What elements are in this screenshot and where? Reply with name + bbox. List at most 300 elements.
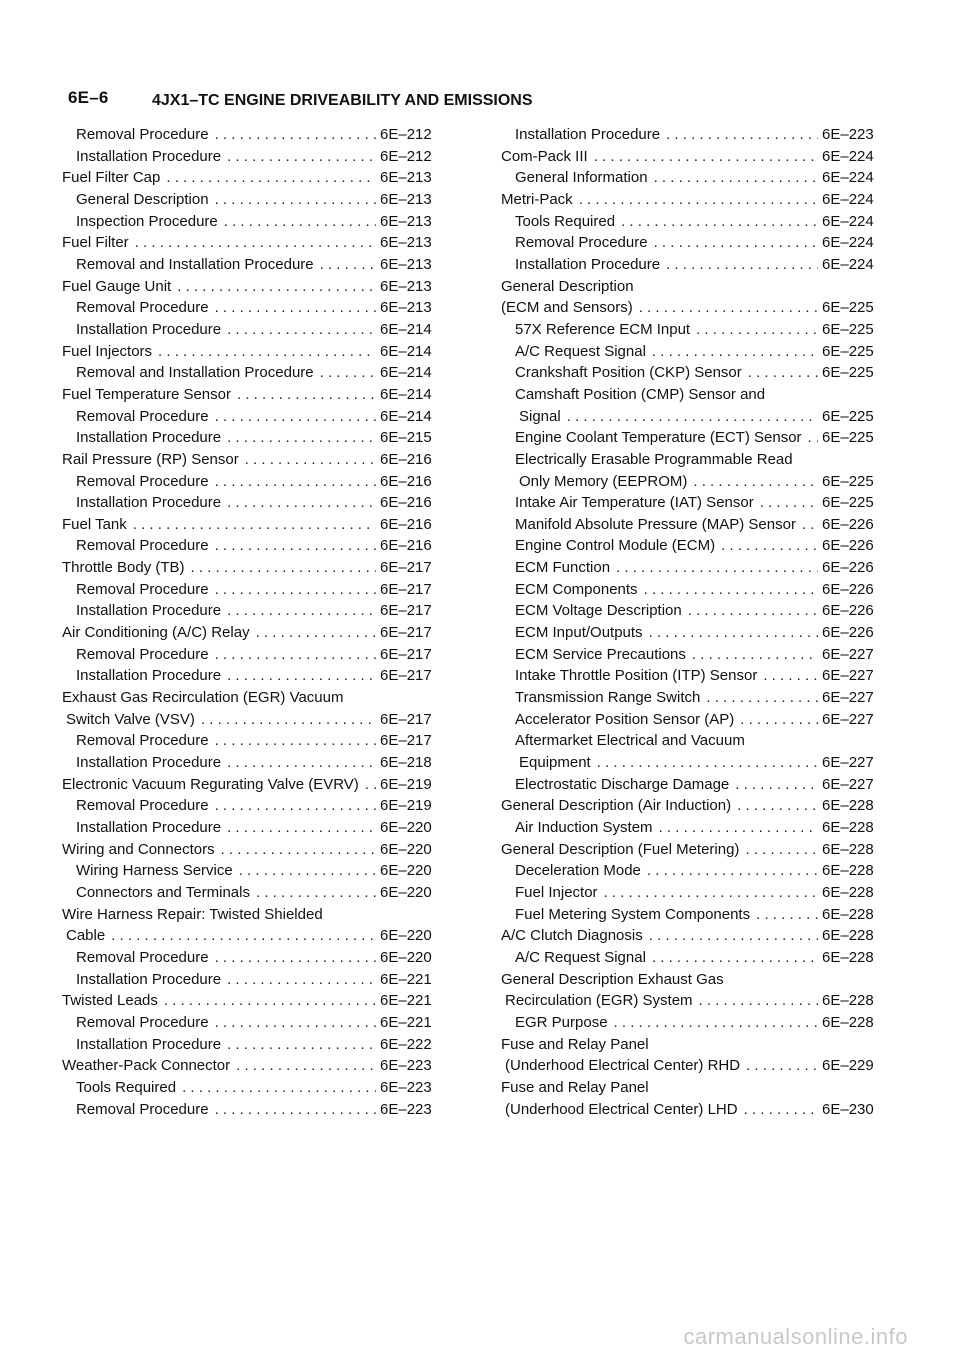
dot-leader — [699, 990, 818, 1012]
toc-entry-page: 6E–212 — [380, 126, 432, 143]
toc-entry[interactable] — [62, 211, 457, 233]
toc-entry-page: 6E–225 — [822, 299, 874, 317]
toc-entry-page: 6E–217 — [380, 667, 432, 685]
toc-entry[interactable] — [62, 297, 457, 319]
dot-leader — [616, 557, 818, 579]
toc-entry-page: 6E–225 — [822, 472, 874, 490]
toc-entry[interactable] — [501, 189, 899, 211]
toc-entry-page: 6E–228 — [822, 862, 874, 880]
dot-leader — [215, 1099, 376, 1121]
toc-entry[interactable] — [62, 600, 457, 622]
toc-entry[interactable] — [62, 882, 457, 904]
toc-entry[interactable] — [501, 644, 899, 666]
dot-leader — [666, 124, 818, 146]
toc-entry[interactable] — [501, 969, 899, 1012]
toc-entry[interactable] — [501, 514, 899, 536]
toc-entry[interactable] — [501, 427, 899, 449]
toc-entry-page: 6E–225 — [822, 342, 874, 360]
toc-entry-page: 6E–224 — [822, 212, 874, 230]
dot-leader — [696, 319, 818, 341]
toc-entry-page: 6E–213 — [380, 255, 432, 273]
dot-leader — [227, 1034, 376, 1056]
dot-leader — [215, 124, 376, 146]
dot-leader — [688, 600, 818, 622]
toc-entry-label: Cable — [66, 927, 106, 945]
toc-entry-page: 6E–218 — [380, 754, 432, 772]
dot-leader — [227, 665, 376, 687]
toc-entry[interactable] — [501, 839, 899, 861]
toc-entry-label: Engine Control Module (ECM) — [515, 537, 716, 555]
dot-leader — [614, 1012, 818, 1034]
toc-entry-label: Fuel Injector — [515, 883, 598, 901]
toc-entry-page: 6E–214 — [380, 407, 432, 425]
toc-entry[interactable] — [62, 427, 457, 449]
toc-entry[interactable] — [62, 167, 457, 189]
toc-entry-page: 6E–213 — [380, 277, 432, 295]
toc-entry-label: Installation Procedure — [76, 970, 222, 988]
toc-entry-title-line: Wire Harness Repair: Twisted Shielded — [62, 905, 323, 923]
toc-entry[interactable] — [62, 319, 457, 341]
toc-entry[interactable] — [501, 730, 899, 773]
page-title: 4JX1–TC ENGINE DRIVEABILITY AND EMISSIONS — [152, 92, 533, 109]
toc-entry-label: General Description — [76, 190, 209, 208]
dot-leader — [215, 579, 376, 601]
toc-entry[interactable] — [501, 211, 899, 233]
dot-leader — [182, 1077, 376, 1099]
toc-entry[interactable] — [501, 1077, 899, 1120]
toc-entry-page: 6E–216 — [380, 515, 432, 533]
toc-entry-page: 6E–225 — [822, 429, 874, 447]
dot-leader — [201, 709, 376, 731]
toc-entry-label: General Description (Fuel Metering) — [501, 840, 740, 858]
toc-entry-page: 6E–228 — [822, 905, 874, 923]
toc-entry-page: 6E–221 — [380, 970, 432, 988]
toc-entry[interactable] — [501, 384, 899, 427]
toc-entry-label: Installation Procedure — [76, 494, 222, 512]
dot-leader — [666, 254, 818, 276]
toc-entry-title-line: Aftermarket Electrical and Vacuum — [515, 732, 745, 750]
toc-entry[interactable] — [501, 622, 899, 644]
toc-entry[interactable] — [62, 1055, 457, 1077]
toc-entry-label: ECM Voltage Description — [515, 602, 682, 620]
toc-entry-label: Installation Procedure — [515, 126, 661, 143]
toc-entry-page: 6E–220 — [380, 862, 432, 880]
dot-leader — [227, 146, 376, 168]
toc-entry-label: Air Conditioning (A/C) Relay — [62, 624, 250, 642]
toc-entry-label: Removal Procedure — [76, 1100, 209, 1118]
toc-entry-label: Installation Procedure — [76, 819, 222, 836]
toc-entry-label: Fuel Filter — [62, 234, 129, 252]
toc-entry-page: 6E–226 — [822, 559, 874, 577]
toc-entry-title-line: Camshaft Position (CMP) Sensor and — [515, 385, 766, 403]
toc-entry-page: 6E–217 — [380, 732, 432, 750]
toc-entry-page: 6E–227 — [822, 667, 874, 685]
toc-entry-title-line: Fuse and Relay Panel — [501, 1078, 649, 1096]
toc-entry-page: 6E–228 — [822, 1013, 874, 1031]
toc-entry-page: 6E–220 — [380, 819, 432, 836]
toc-entry[interactable] — [62, 1012, 457, 1034]
dot-leader — [191, 557, 376, 579]
toc-entry[interactable] — [501, 817, 899, 839]
toc-entry-label: Electronic Vacuum Regurating Valve (EVRV) — [62, 775, 359, 793]
dot-leader — [756, 904, 818, 926]
toc-entry-label: Transmission Range Switch — [515, 689, 701, 707]
toc-entry[interactable] — [501, 600, 899, 622]
toc-entry-label: Removal Procedure — [76, 126, 209, 143]
toc-entry-title-line: Exhaust Gas Recirculation (EGR) Vacuum — [62, 689, 344, 707]
toc-entry-page: 6E–221 — [380, 992, 432, 1010]
toc-entry[interactable] — [62, 146, 457, 168]
toc-entry-label: Removal Procedure — [76, 732, 209, 750]
toc-entry-page: 6E–214 — [380, 364, 432, 382]
toc-entry-label: Removal Procedure — [76, 645, 209, 663]
toc-entry-label: Installation Procedure — [76, 147, 222, 165]
dot-leader — [760, 492, 818, 514]
toc-entry-label: Twisted Leads — [62, 992, 158, 1010]
toc-entry-label: Installation Procedure — [76, 320, 222, 338]
toc-entry-label: Tools Required — [515, 212, 616, 230]
toc-entry-page: 6E–216 — [380, 472, 432, 490]
toc-entry-page: 6E–223 — [822, 126, 874, 143]
toc-entry[interactable] — [62, 232, 457, 254]
toc-entry-label: Installation Procedure — [76, 602, 222, 620]
toc-entry-label: ECM Service Precautions — [515, 645, 686, 663]
toc-entry-page: 6E–227 — [822, 754, 874, 772]
toc-entry-page: 6E–227 — [822, 645, 874, 663]
toc-entry-label: Intake Air Temperature (IAT) Sensor — [515, 494, 754, 512]
toc-entry-page: 6E–224 — [822, 234, 874, 252]
toc-entry-page: 6E–217 — [380, 580, 432, 598]
dot-leader — [567, 406, 818, 428]
toc-entry-page: 6E–217 — [380, 710, 432, 728]
toc-entry[interactable] — [501, 276, 899, 319]
toc-entry-label: Switch Valve (VSV) — [66, 710, 195, 728]
toc-entry-page: 6E–228 — [822, 927, 874, 945]
dot-leader — [706, 687, 818, 709]
dot-leader — [579, 189, 818, 211]
toc-entry-page: 6E–217 — [380, 645, 432, 663]
dot-leader — [135, 232, 376, 254]
toc-entry-page: 6E–220 — [380, 948, 432, 966]
toc-entry[interactable] — [62, 969, 457, 991]
dot-leader — [802, 514, 818, 536]
toc-entry-label: Installation Procedure — [76, 667, 222, 685]
toc-entry-page: 6E–213 — [380, 190, 432, 208]
toc-entry-page: 6E–221 — [380, 1013, 432, 1031]
toc-entry[interactable] — [62, 752, 457, 774]
dot-leader — [721, 535, 818, 557]
toc-entry[interactable] — [62, 124, 457, 146]
toc-entry-label: (Underhood Electrical Center) LHD — [505, 1100, 738, 1118]
toc-entry[interactable] — [501, 947, 899, 969]
toc-entry-label: Recirculation (EGR) System — [505, 992, 693, 1010]
toc-entry-page: 6E–226 — [822, 624, 874, 642]
watermark: carmanualsonline.info — [683, 1324, 908, 1349]
toc-entry-page: 6E–226 — [822, 602, 874, 620]
toc-entry-page: 6E–220 — [380, 883, 432, 901]
toc-entry-label: Fuel Filter Cap — [62, 169, 161, 187]
toc-entry[interactable] — [62, 665, 457, 687]
dot-leader — [647, 860, 818, 882]
toc-entry[interactable] — [501, 925, 899, 947]
toc-entry[interactable] — [501, 1012, 899, 1034]
dot-leader — [654, 167, 818, 189]
dot-leader — [744, 1099, 818, 1121]
toc-entry-page: 6E–224 — [822, 169, 874, 187]
toc-entry-label: Removal Procedure — [76, 1013, 209, 1031]
toc-entry[interactable] — [501, 579, 899, 601]
toc-entry-label: Only Memory (EEPROM) — [519, 472, 688, 490]
dot-leader — [692, 644, 818, 666]
toc-entry[interactable] — [501, 232, 899, 254]
toc-entry[interactable] — [501, 709, 899, 731]
toc-entry-page: 6E–228 — [822, 840, 874, 858]
dot-leader — [808, 427, 818, 449]
dot-leader — [236, 1055, 376, 1077]
toc-entry-page: 6E–214 — [380, 342, 432, 360]
toc-entry-label: Engine Coolant Temperature (ECT) Sensor — [515, 429, 802, 447]
toc-entry-page: 6E–213 — [380, 212, 432, 230]
toc-entry-label: Inspection Procedure — [76, 212, 218, 230]
toc-entry-page: 6E–225 — [822, 364, 874, 382]
toc-entry-label: Removal Procedure — [515, 234, 648, 252]
toc-entry[interactable] — [501, 904, 899, 926]
toc-entry[interactable] — [501, 362, 899, 384]
dot-leader — [227, 319, 376, 341]
toc-entry-label: ECM Components — [515, 580, 638, 598]
toc-entry-label: Metri-Pack — [501, 190, 573, 208]
toc-entry-page: 6E–226 — [822, 515, 874, 533]
toc-entry-page: 6E–228 — [822, 797, 874, 815]
toc-entry[interactable] — [501, 254, 899, 276]
dot-leader — [693, 471, 818, 493]
toc-entry[interactable] — [501, 1034, 899, 1077]
toc-entry[interactable] — [62, 449, 457, 471]
toc-entry-label: Removal Procedure — [76, 797, 209, 815]
toc-entry[interactable] — [62, 362, 457, 384]
dot-leader — [158, 341, 376, 363]
toc-entry-page: 6E–226 — [822, 537, 874, 555]
dot-leader — [245, 449, 376, 471]
dot-leader — [227, 969, 376, 991]
toc-entry[interactable] — [62, 557, 457, 579]
toc-entry-page: 6E–225 — [822, 494, 874, 512]
toc-entry-page: 6E–214 — [380, 385, 432, 403]
dot-leader — [365, 774, 376, 796]
toc-entry-label: Fuel Injectors — [62, 342, 153, 360]
dot-leader — [320, 362, 376, 384]
toc-entry-label: Manifold Absolute Pressure (MAP) Sensor — [515, 515, 796, 533]
toc-entry-page: 6E–219 — [380, 797, 432, 815]
toc-entry-label: ECM Input/Outputs — [515, 624, 643, 642]
toc-entry-label: Fuel Tank — [62, 515, 127, 533]
toc-entry-label: Installation Procedure — [515, 255, 661, 273]
toc-entry-label: EGR Purpose — [515, 1013, 608, 1031]
toc-entry-label: Com-Pack III — [501, 147, 588, 165]
toc-entry-label: Deceleration Mode — [515, 862, 641, 880]
toc-entry-label: Electrostatic Discharge Damage — [515, 775, 730, 793]
toc-entry-page: 6E–227 — [822, 775, 874, 793]
toc-entry-label: Throttle Body (TB) — [62, 559, 185, 577]
toc-entry-label: Crankshaft Position (CKP) Sensor — [515, 364, 742, 382]
toc-entry-page: 6E–225 — [822, 320, 874, 338]
toc-entry[interactable] — [62, 990, 457, 1012]
toc-entry-page: 6E–212 — [380, 147, 432, 165]
toc-entry-label: 57X Reference ECM Input — [515, 320, 691, 338]
toc-entry-page: 6E–224 — [822, 255, 874, 273]
toc-entry-page: 6E–225 — [822, 407, 874, 425]
toc-entry[interactable] — [62, 644, 457, 666]
toc-entry[interactable] — [62, 579, 457, 601]
toc-entry-label: Fuel Gauge Unit — [62, 277, 172, 295]
toc-entry[interactable] — [62, 947, 457, 969]
toc-entry[interactable] — [501, 795, 899, 817]
dot-leader — [649, 925, 818, 947]
toc-right-column — [501, 124, 899, 1120]
dot-leader — [177, 276, 376, 298]
dot-leader — [215, 644, 376, 666]
dot-leader — [735, 774, 818, 796]
toc-entry[interactable] — [62, 1034, 457, 1056]
toc-entry-label: General Description (Air Induction) — [501, 797, 732, 815]
toc-entry-label: General Information — [515, 169, 648, 187]
toc-entry[interactable] — [501, 341, 899, 363]
dot-leader — [594, 146, 818, 168]
toc-entry[interactable] — [62, 730, 457, 752]
dot-leader — [763, 665, 818, 687]
toc-entry-page: 6E–217 — [380, 602, 432, 620]
toc-entry-page: 6E–213 — [380, 299, 432, 317]
dot-leader — [215, 471, 376, 493]
dot-leader — [227, 492, 376, 514]
toc-entry-label: Weather-Pack Connector — [62, 1057, 231, 1075]
toc-entry-page: 6E–228 — [822, 948, 874, 966]
toc-entry[interactable] — [62, 839, 457, 861]
dot-leader — [227, 752, 376, 774]
dot-leader — [224, 211, 376, 233]
toc-entry[interactable] — [501, 449, 899, 492]
dot-leader — [237, 384, 376, 406]
dot-leader — [256, 882, 376, 904]
toc-entry[interactable] — [62, 817, 457, 839]
toc-entry[interactable] — [62, 795, 457, 817]
toc-entry-page: 6E–219 — [380, 775, 432, 793]
toc-entry-page: 6E–227 — [822, 710, 874, 728]
dot-leader — [649, 622, 818, 644]
dot-leader — [737, 795, 818, 817]
dot-leader — [621, 211, 818, 233]
toc-entry-label: Removal Procedure — [76, 948, 209, 966]
toc-entry[interactable] — [62, 341, 457, 363]
toc-entry-page: 6E–223 — [380, 1057, 432, 1075]
toc-entry[interactable] — [501, 146, 899, 168]
toc-entry-page: 6E–213 — [380, 234, 432, 252]
toc-entry[interactable] — [501, 557, 899, 579]
dot-leader — [239, 860, 376, 882]
toc-entry-label: ECM Function — [515, 559, 611, 577]
dot-leader — [597, 752, 818, 774]
toc-entry[interactable] — [501, 882, 899, 904]
toc-entry-title-line: Electrically Erasable Programmable Read — [515, 450, 793, 468]
dot-leader — [164, 990, 376, 1012]
toc-entry-label: Connectors and Terminals — [76, 883, 250, 901]
toc-entry-label: A/C Request Signal — [515, 948, 646, 966]
toc-entry-label: Removal Procedure — [76, 299, 209, 317]
dot-leader — [111, 925, 376, 947]
toc-entry-label: Equipment — [519, 754, 591, 772]
toc-entry-label: (ECM and Sensors) — [501, 299, 633, 317]
dot-leader — [639, 297, 818, 319]
toc-entry-label: A/C Request Signal — [515, 342, 646, 360]
toc-entry[interactable] — [62, 254, 457, 276]
dot-leader — [652, 947, 818, 969]
toc-entry[interactable] — [62, 622, 457, 644]
toc-entry-label: Installation Procedure — [76, 429, 222, 447]
toc-entry[interactable] — [501, 319, 899, 341]
toc-entry[interactable] — [62, 384, 457, 406]
toc-entry[interactable] — [62, 189, 457, 211]
toc-entry[interactable] — [62, 860, 457, 882]
dot-leader — [320, 254, 376, 276]
toc-entry[interactable] — [501, 860, 899, 882]
toc-entry[interactable] — [501, 124, 899, 146]
toc-entry-page: 6E–230 — [822, 1100, 874, 1118]
toc-entry-page: 6E–228 — [822, 883, 874, 901]
dot-leader — [133, 514, 376, 536]
toc-entry-page: 6E–220 — [380, 927, 432, 945]
toc-entry[interactable] — [62, 471, 457, 493]
dot-leader — [221, 839, 376, 861]
dot-leader — [215, 406, 376, 428]
toc-entry[interactable] — [62, 774, 457, 796]
toc-entry[interactable] — [62, 904, 457, 947]
toc-entry-label: Accelerator Position Sensor (AP) — [515, 710, 735, 728]
toc-entry[interactable] — [62, 1099, 457, 1121]
toc-entry-label: Rail Pressure (RP) Sensor — [62, 450, 239, 468]
toc-entry[interactable] — [501, 774, 899, 796]
toc-entry[interactable] — [501, 687, 899, 709]
toc-entry[interactable] — [501, 167, 899, 189]
page-header — [0, 0, 960, 120]
toc-entry[interactable] — [62, 492, 457, 514]
toc-entry[interactable] — [501, 535, 899, 557]
toc-entry[interactable] — [62, 1077, 457, 1099]
toc-entry[interactable] — [62, 406, 457, 428]
toc-entry-title-line: General Description — [501, 277, 634, 295]
toc-entry-page: 6E–216 — [380, 537, 432, 555]
toc-entry[interactable] — [501, 665, 899, 687]
toc-entry-label: Removal and Installation Procedure — [76, 364, 314, 382]
toc-entry[interactable] — [62, 514, 457, 536]
dot-leader — [215, 535, 376, 557]
toc-entry[interactable] — [62, 276, 457, 298]
dot-leader — [654, 232, 818, 254]
toc-entry-label: (Underhood Electrical Center) RHD — [505, 1057, 741, 1075]
dot-leader — [659, 817, 818, 839]
dot-leader — [745, 839, 818, 861]
toc-entry-label: Installation Procedure — [76, 1035, 222, 1053]
dot-leader — [215, 297, 376, 319]
toc-entry-page: 6E–227 — [822, 689, 874, 707]
toc-entry[interactable] — [501, 492, 899, 514]
toc-entry-label: Removal Procedure — [76, 580, 209, 598]
dot-leader — [604, 882, 818, 904]
toc-entry-label: Air Induction System — [515, 819, 653, 836]
dot-leader — [215, 189, 376, 211]
toc-entry-label: Wiring and Connectors — [62, 840, 215, 858]
toc-entry[interactable] — [62, 535, 457, 557]
toc-entry[interactable] — [62, 687, 457, 730]
